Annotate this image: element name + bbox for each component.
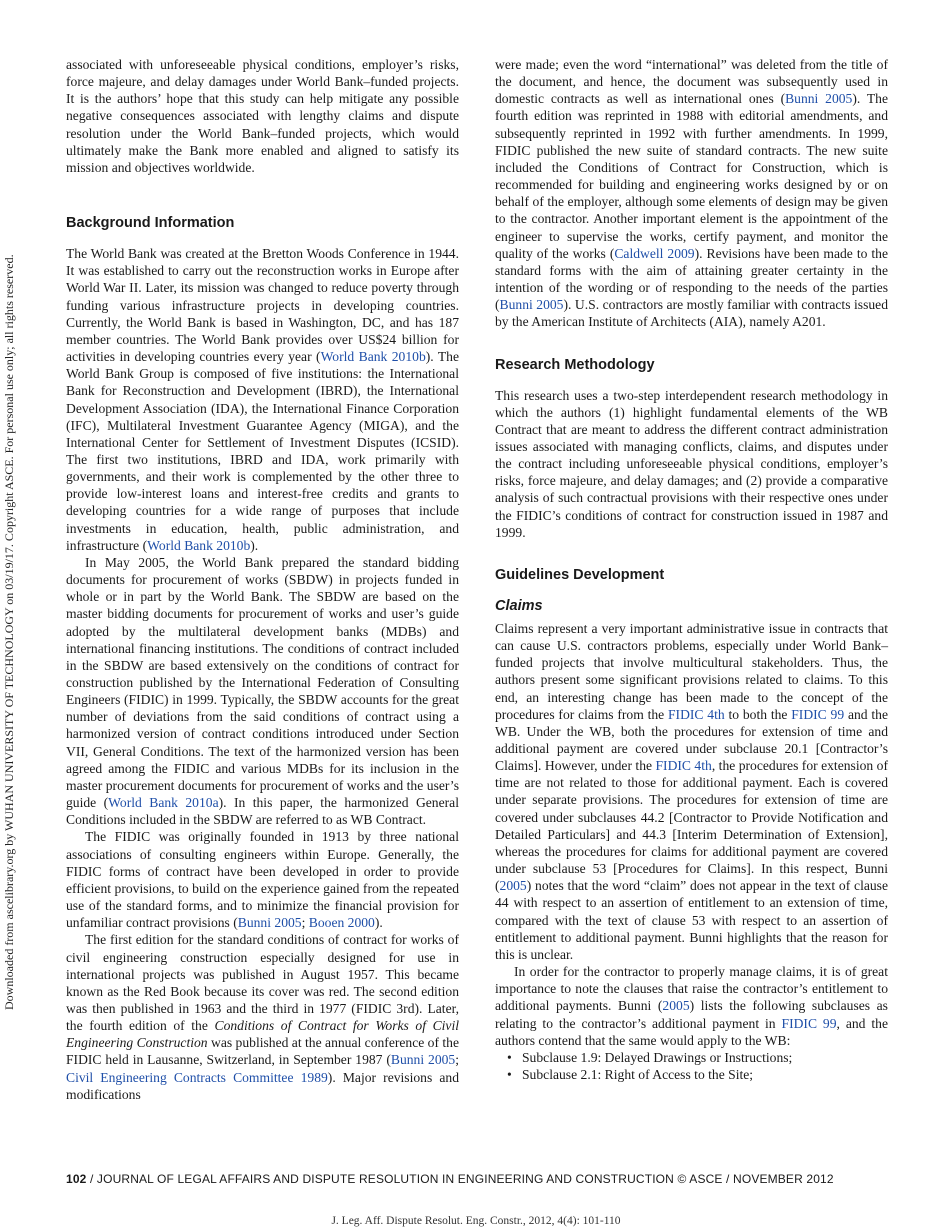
text-run: was published at the annual conference of the FIDIC held in Lausanne, Switzerland, in September 1987 ( [66, 1035, 460, 1068]
background-paragraph-3 [66, 828, 459, 931]
text-run: The first edition for the standard conditions of contract for works of civil engineering construction especially designed for use in international projects was published in August 1957. This became known as the Red Book because its cover was red. The second edition was then published in 1963 and the third in 1977 (FIDIC 3rd). Later, the fourth edition of the [66, 932, 459, 1034]
citation-link[interactable]: Bunni 2005 [499, 297, 564, 313]
text-run: ). In this paper, the harmonized General Conditions included in the SBDW are referred to as WB Contract. [66, 795, 459, 828]
text-run: , the procedures for extension of time are not related to those for additional payment. Each is covered under separate provisions. The procedures for extension of time are covered under subclauses 44.2 [Contractor to Provide Notification and Detailed Particulars] and 44.3 [Interim Determination of Extension], whereas the procedures for claims for additional payment are covered under subclause 53 [Procedures for Claims]. In this respect, Bunni ( [495, 758, 888, 894]
citation-link[interactable]: FIDIC 99 [791, 706, 845, 722]
citation-link[interactable]: World Bank 2010b [147, 537, 251, 553]
text-run: In order for the contractor to properly manage claims, it is of great importance to note the clauses that raise the contractor’s entitlement to additional payments. Bunni ( [495, 964, 888, 1014]
methodology-paragraph [495, 387, 888, 541]
text-run: ). [250, 537, 259, 553]
journal-footer [66, 1172, 886, 1186]
citation-link[interactable]: 2005 [662, 998, 690, 1014]
citation-link[interactable]: Civil Engineering Contracts Committee 1989 [66, 1069, 328, 1085]
citation-link[interactable]: World Bank 2010a [108, 795, 219, 811]
continued-paragraph [495, 56, 888, 331]
text-run: and the WB. Under the WB, both the procedures for extension of time and additional payment are covered under subclause 20.1 [Contractor’s Claims]. However, under the [495, 706, 888, 774]
citation-link[interactable]: FIDIC 4th [655, 758, 712, 774]
citation-link[interactable]: World Bank 2010b [320, 349, 426, 365]
claims-paragraph-1 [495, 620, 888, 963]
text-run: The FIDIC was originally founded in 1913 by three national associations of consulting engineers within Europe. Generally, the FIDIC forms of contract have been developed in order to provide efficient provisions, to build on the experience gained from the repeated use of the standard forms, and to minimize the financial provision for unfamiliar contract provisions ( [66, 829, 459, 931]
section-heading-research-methodology: Research Methodology [495, 356, 655, 373]
citation-footer: J. Leg. Aff. Dispute Resolut. Eng. Constr., 2012, 4(4): 101-110 [331, 1215, 621, 1227]
download-notice: Downloaded from ascelibrary.org by WUHAN UNIVERSITY OF TECHNOLOGY on 03/19/17. Copyright ASCE. For personal use only; all rights reserved. [2, 254, 16, 1010]
text-run: ). Major revisions and modifications [66, 1069, 460, 1102]
text-run: ). [374, 915, 383, 931]
citation-link[interactable]: FIDIC 99 [781, 1015, 837, 1031]
text-run: ) notes that the word “claim” does not appear in the text of clause 44 with respect to an assertion of entitlement to an extension of time, compared with the text of clause 53 with respect to an assertion of entitlement to additional payment. Bunni highlights that the reason for this is unclear. [495, 878, 888, 962]
text-run: to both the [724, 706, 792, 722]
section-heading-guidelines-development: Guidelines Development [495, 566, 665, 583]
journal-line: / JOURNAL OF LEGAL AFFAIRS AND DISPUTE RESOLUTION IN ENGINEERING AND CONSTRUCTION © ASCE / NOVEMBER 2012 [86, 1172, 834, 1186]
text-run: ). Revisions have been made to the standard forms with the aim of attaining greater certainty in the intention of the wording or of responding to the needs of the parties ( [495, 245, 888, 313]
citation-link[interactable]: 2005 [499, 878, 527, 894]
text-run: Claims represent a very important administrative issue in contracts that can cause U.S. contractors problems, especially under World Bank–funded projects that involve multicultural stakeholders. Thus, the authors present some significant provisions related to claims. To this end, an interesting change has been made to the concept of the procedures for claims from the [495, 620, 888, 722]
list-item: • Subclause 2.1: Right of Access to the Site; [507, 1066, 888, 1083]
page-number: 102 [66, 1172, 87, 1186]
citation-link[interactable]: Booen 2000 [308, 915, 375, 931]
text-run: ) lists the following subclauses as relating to the contractor’s additional payment in [495, 998, 888, 1031]
citation-link[interactable]: Bunni 2005 [390, 1052, 456, 1068]
citation-link[interactable]: Bunni 2005 [237, 915, 302, 931]
text-run: associated with unforeseeable physical conditions, employer’s risks, force majeure, and delay damages under World Bank–funded projects. It is the authors’ hope that this study can help mitigate any possible negative consequences associated with lengthy claims and dispute resolution under the World Bank–funded projects, which would ultimately make the Bank more enabled and aligned to satisfy its mission and objectives worldwide. [66, 57, 459, 175]
background-paragraph-2 [66, 554, 459, 829]
subclause-list [495, 1049, 888, 1083]
text-run: ; [301, 915, 309, 931]
citation-link[interactable]: FIDIC 4th [668, 706, 725, 722]
text-run: , and the authors contend that the same would apply to the WB: [495, 1015, 888, 1048]
subsection-heading-claims: Claims [495, 597, 543, 614]
text-run: ). The World Bank Group is composed of five institutions: the International Bank for Reconstruction and Development (IBRD), the International Development Association (IDA), the International Finance Corporation (IFC), Multilateral Investment Guarantee Agency (MIGA), and the International Center for Settlement of Investment Disputes (ICSID). The first two institutions, IBRD and IDA, work primarily with governments, and their work is complemented by the other three to provide low-interest loans and interest-free credits and grants to developing countries for a wide range of purposes that include investments in education, health, public administration, and infrastructure ( [66, 349, 459, 553]
italic-title: Conditions of Contract for Works of Civil Engineering Construction [66, 1018, 460, 1051]
citation-link[interactable]: Caldwell 2009 [614, 245, 695, 261]
citation-link[interactable]: Bunni 2005 [785, 91, 853, 107]
list-item: • Subclause 1.9: Delayed Drawings or Instructions; [507, 1049, 888, 1066]
text-run: ). The fourth edition was reprinted in 1988 with editorial amendments, and subsequently reprinted in 1992 with further amendments. In 1999, FIDIC published the new suite of standard contracts. The new suite included the Conditions of Contract for Construction, which is recommended for building and engineering works designed by or on behalf of the employer, although some elements of design may be given to the contractor. Another important element is the appointment of the engineer to supervise the works, certify payment, and monitor the quality of the works ( [495, 91, 888, 261]
section-heading-background: Background Information [66, 215, 235, 232]
left-column [66, 56, 459, 1103]
text-run: ; [455, 1052, 459, 1068]
text-run: were made; even the word “international” was deleted from the title of the document, and hence, the document was subsequently used in domestic contracts as well as international ones ( [495, 57, 888, 107]
intro-paragraph [66, 56, 459, 176]
text-run: The World Bank was created at the Bretton Woods Conference in 1944. It was established to carry out the reconstruction works in Europe after World War II. Later, its mission was changed to reduce poverty through funding various infrastructure projects in developing countries. Currently, the World Bank is based in Washington, DC, and has 187 member countries. The World Bank provides over US$24 billion for activities in developing countries every year ( [66, 246, 459, 365]
right-column [495, 56, 888, 1083]
background-paragraph-1 [66, 245, 459, 554]
background-paragraph-4 [66, 931, 459, 1103]
text-run: ). U.S. contractors are mostly familiar with contracts issued by the American Institute of Architects (AIA), namely A201. [495, 297, 888, 330]
claims-paragraph-2 [495, 963, 888, 1049]
text-run: In May 2005, the World Bank prepared the standard bidding documents for procurement of works (SBDW) in projects funded in whole or in part by the World Bank. The SBDW are based on the master bidding documents for procurement of works and user’s guide adopted by the multilateral development banks (MDBs) and international financing institutions. The conditions of contract included in the SBDW are based extensively on the conditions of contract for construction published by the International Federation of Consulting Engineers (FIDIC) in 1999. Typically, the SBDW accounts for the great number of deviations from the said conditions of contract using a harmonized version of contract conditions introduced under Section VII, General Conditions. The text of the harmonized version has been agreed among the FIDIC and various MDBs for its inclusion in the master procurement documents for procurement of works and the user’s guide ( [66, 554, 459, 811]
text-run: This research uses a two-step interdependent research methodology in which the authors (1) highlight fundamental elements of the WB Contract that are meant to address the different contract administration issues associated with managing conflicts, claims, and disputes under the contract including unforeseeable physical conditions, employer’s risks, force majeure, and delay damages; and (2) provide a comparative analysis of such contractual provisions with their respective ones under the FIDIC’s conditions of contract for construction issued in 1987 and 1999. [495, 387, 888, 540]
